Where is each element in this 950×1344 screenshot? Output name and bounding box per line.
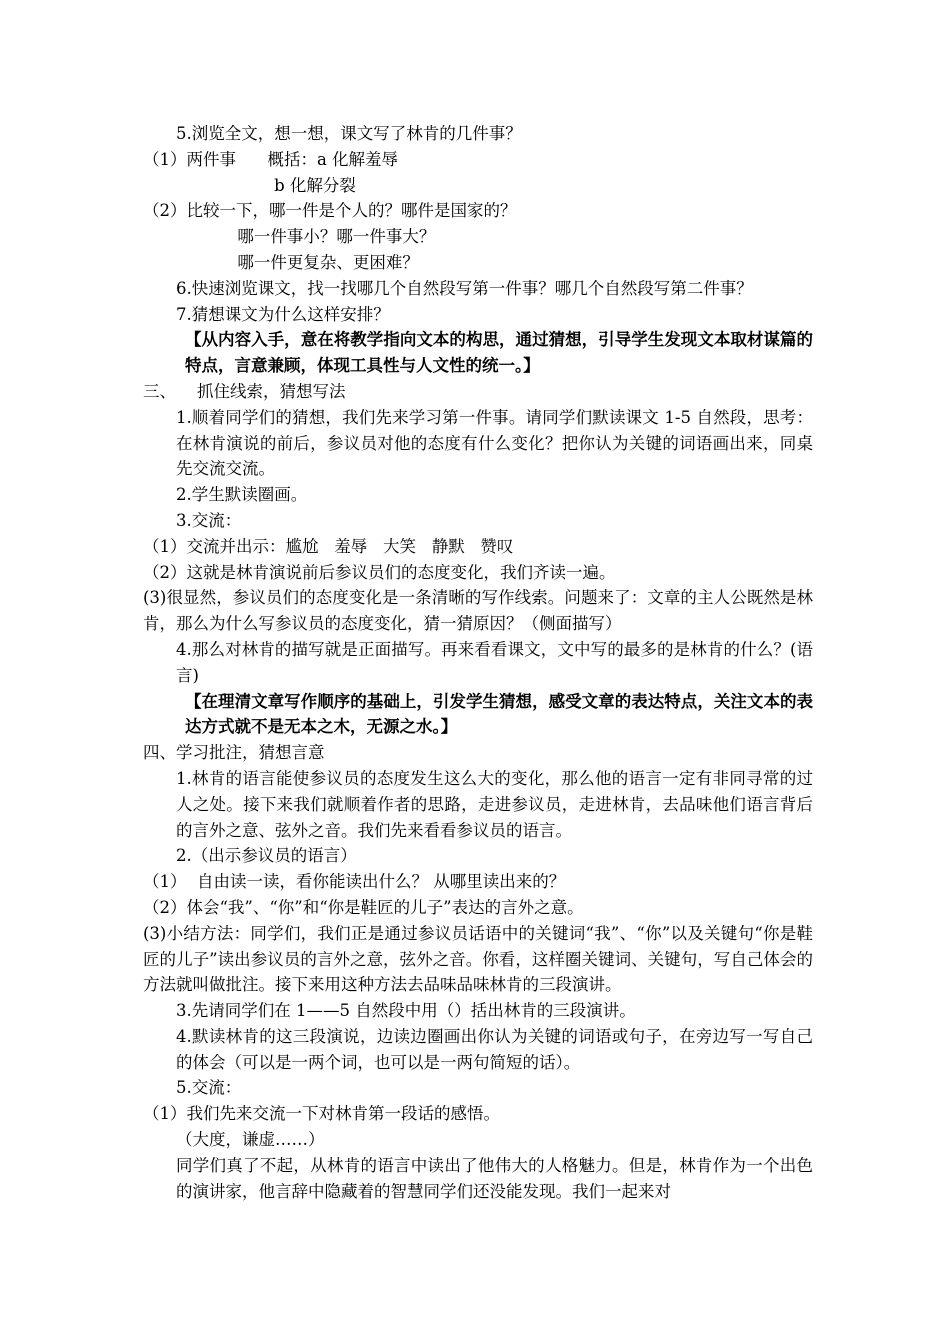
annotation-paragraph: 【从内容入手，意在将教学指向文本的构思，通过猜想，引导学生发现文本取材谋篇的特点，言意兼顾，体现工具性与人文性的统一。】 bbox=[185, 330, 813, 376]
text-line: (3)小结方法：同学们，我们正是通过参议员话语中的关键词“我”、“你”以及关键句“你是鞋匠的儿子”读出参议员的言外之意，弦外之音。你看，这样圈关键词、关键句，写自己体会的方法就叫做批注。接下来用这种方法去品味品味林肯的三段演讲。 bbox=[143, 923, 813, 995]
text-line: b 化解分裂 bbox=[143, 175, 356, 195]
text-line: 4.那么对林肯的描写就是正面描写。再来看看课文，文中写的最多的是林肯的什么？(语言) bbox=[176, 639, 813, 685]
text-line: 哪一件事小？哪一件事大？ bbox=[143, 227, 436, 247]
text-line: （2）这就是林肯演说前后参议员们的态度变化，我们齐读一遍。 bbox=[143, 562, 616, 582]
text-line: 3.先请同学们在 1——5 自然段中用（）括出林肯的三段演讲。 bbox=[176, 1001, 636, 1021]
text-line: 5.浏览全文，想一想，课文写了林肯的几件事？ bbox=[176, 124, 522, 143]
text-line: （1）两件事 概括：a 化解羞辱 bbox=[143, 149, 399, 169]
text-line: 5.交流： bbox=[176, 1078, 242, 1098]
text-line: （1） 自由读一读，看你能读出什么？ 从哪里读出来的？ bbox=[143, 872, 566, 892]
text-line: 4.默读林肯的这三段演说，边读边圈画出你认为关键的词语或句子，在旁边写一写自己的体会（可以是一两个词，也可以是一两句简短的话）。 bbox=[176, 1026, 813, 1072]
text-line: 3.交流： bbox=[176, 510, 242, 530]
text-line: 2.（出示参议员的语言） bbox=[176, 846, 357, 866]
text-line: 2.学生默读圈画。 bbox=[176, 485, 308, 505]
text-line: 6.快速浏览课文，找一找哪几个自然段写第一件事？哪几个自然段写第二件事？ bbox=[176, 278, 753, 298]
text-line: 1.顺着同学们的猜想，我们先来学习第一件事。请同学们默读课文 1-5 自然段，思考：在林肯演说的前后，参议员对他的态度有什么变化？把你认为关键的词语画出来，同桌先交流交流。 bbox=[176, 407, 813, 479]
annotation-paragraph: 【在理清文章写作顺序的基础上，引发学生猜想，感受文章的表达特点，关注文本的表达方式就不是无本之木，无源之水。】 bbox=[185, 691, 813, 737]
text-line: 四、学习批注，猜想言意 bbox=[143, 743, 325, 763]
text-line: 哪一件更复杂、更困难？ bbox=[143, 252, 419, 272]
text-line: (3)很显然，参议员们的态度变化是一条清晰的写作线索。问题来了：文章的主人公既然是林肯，那么为什么写参议员的态度变化，猜一猜原因？（侧面描写） bbox=[143, 588, 813, 634]
text-line: 同学们真了不起，从林肯的语言中读出了他伟大的人格魅力。但是，林肯作为一个出色的演讲家，他言辞中隐藏着的智慧同学们还没能发现。我们一起来对 bbox=[176, 1155, 813, 1201]
text-line: 7.猜想课文为什么这样安排？ bbox=[176, 304, 390, 324]
text-line: 三、 抓住线索，猜想写法 bbox=[143, 381, 346, 401]
text-line: （2）体会“我”、“你”和“你是鞋匠的儿子”表达的言外之意。 bbox=[143, 897, 584, 917]
document-page bbox=[143, 121, 813, 1204]
text-line: （1）我们先来交流一下对林肯第一段话的感悟。 bbox=[143, 1104, 500, 1124]
text-line: （1）交流并出示：尴尬 羞辱 大笑 静默 赞叹 bbox=[143, 536, 514, 556]
text-line: （2）比较一下，哪一件是个人的？哪件是国家的？ bbox=[143, 201, 517, 221]
text-line: （大度，谦虚……） bbox=[176, 1130, 325, 1150]
text-line: 1.林肯的语言能使参议员的态度发生这么大的变化，那么他的语言一定有非同寻常的过人之处。接下来我们就顺着作者的思路，走进参议员，走进林肯，去品味他们语言背后的言外之意、弦外之音。我们先来看看参议员的语言。 bbox=[176, 768, 813, 840]
